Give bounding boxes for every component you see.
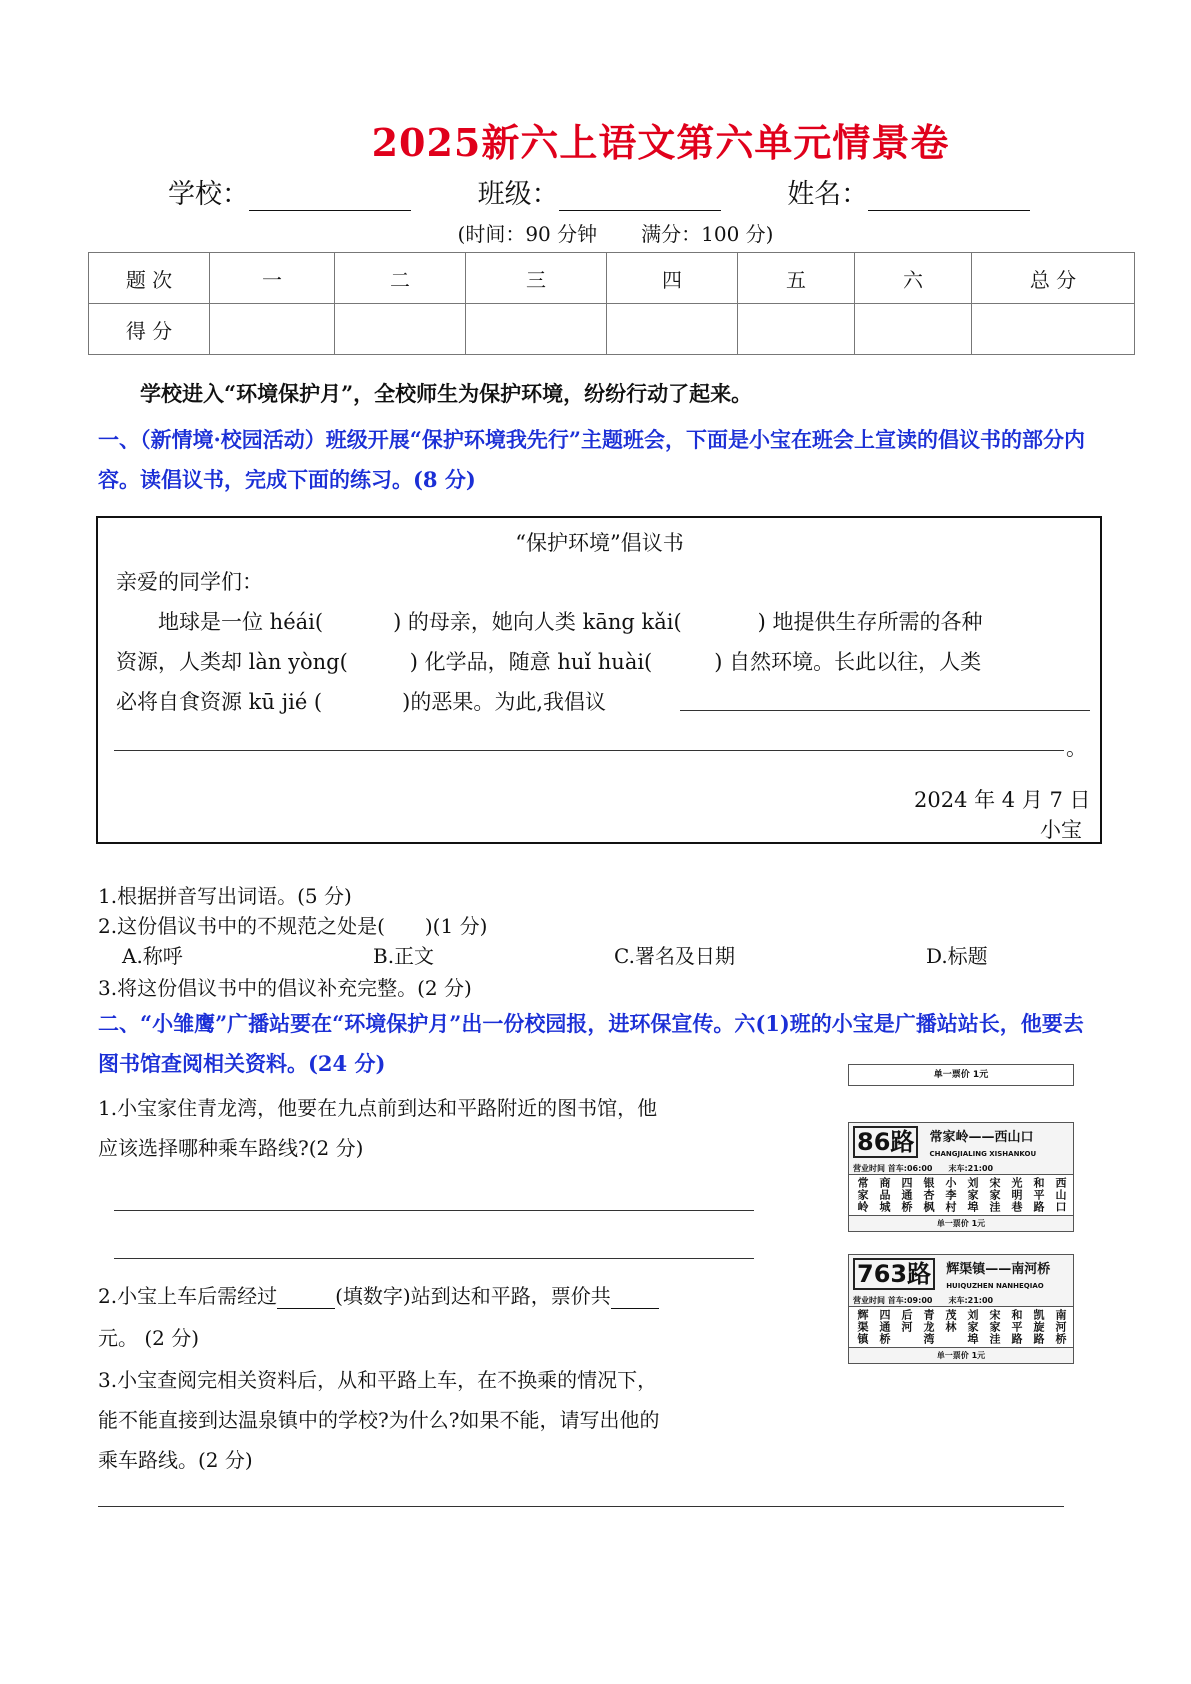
q1-sub-1: 1.根据拼音写出词语。(5 分) (98, 884, 352, 908)
route-86-ends: 常家岭——西山口 (929, 1130, 1034, 1145)
route-763-stop: 青龙湾 (922, 1309, 935, 1345)
q2-sub-3-line-a: 3.小宝查阅完相关资料后，从和平路上车，在不换乘的情况下， (98, 1368, 658, 1392)
route-86-stop: 商品城 (878, 1177, 891, 1213)
option-c[interactable]: C.署名及日期 (614, 944, 735, 968)
score-header-cell: 总 分 (972, 253, 1135, 304)
letter-text: ) 化学品，随意 huǐ huài( (409, 650, 653, 674)
scenario-intro: 学校进入“环境保护月”，全校师生为保护环境，纷纷行动了起来。 (140, 381, 753, 406)
score-header-cell: 三 (466, 253, 607, 304)
route-763-ends-wrap (946, 1258, 1050, 1292)
letter-text: ) 的母亲，她向人类 kāng kǎi( (393, 610, 682, 634)
question-1-heading: 一、（新情境·校园活动）班级开展“保护环境我先行”主题班会，下面是小宝在班会上宣读的倡议书的部分内容。读倡议书，完成下面的练习。(8 分) (98, 427, 1085, 492)
bus-route-86-board (848, 1122, 1074, 1232)
proposal-blank-line-1[interactable] (680, 710, 1090, 711)
route-763-fare: 单一票价 1元 (936, 1351, 986, 1360)
letter-title: “保护环境”倡议书 (515, 531, 684, 555)
q1-sub-3: 3.将这份倡议书中的倡议补充完整。(2 分) (98, 976, 472, 1000)
route-763-number: 763路 (853, 1258, 935, 1290)
route-763-stop: 后河 (900, 1309, 913, 1333)
score-cell[interactable] (466, 304, 607, 355)
letter-text: 资源，人类却 làn yòng( (116, 650, 348, 674)
route-86-hours: 营业时间 首车:06:00 末车:21:00 (853, 1164, 994, 1173)
score-header-cell: 五 (738, 253, 855, 304)
proposal-blank-line-2[interactable] (114, 750, 1064, 751)
route-763-stops (849, 1306, 1073, 1348)
route-763-ends-pinyin: HUIQUZHEN NANHEQIAO (946, 1282, 1044, 1290)
q2-answer-line-2[interactable] (114, 1258, 754, 1259)
score-header-cell: 六 (855, 253, 972, 304)
exam-full-score: 满分：100 分) (641, 222, 774, 246)
score-table (88, 252, 1135, 355)
route-86-stop: 宋家洼 (988, 1177, 1001, 1213)
letter-end-mark: 。 (1066, 736, 1087, 760)
page-title: 2025新六上语文第六单元情景卷 (371, 120, 950, 165)
fare-strip-top: 单一票价 1元 (848, 1064, 1074, 1086)
score-header-cell: 四 (607, 253, 738, 304)
fare-blank[interactable] (611, 1288, 659, 1309)
q2-answer-line-1[interactable] (114, 1210, 754, 1211)
q2-sub-3-line-b: 能不能直接到达温泉镇中的学校?为什么?如果不能，请写出他的 (98, 1408, 660, 1432)
route-86-stop: 刘家埠 (966, 1177, 979, 1213)
q2-sub-3-line-c: 乘车路线。(2 分) (98, 1448, 253, 1472)
letter-text: 地球是一位 héái( (158, 610, 324, 634)
option-a[interactable]: A.称呼 (122, 944, 183, 968)
letter-text: )的恶果。为此,我倡议 (402, 690, 606, 714)
q1-sub-2: 2.这份倡议书中的不规范之处是( )(1 分) (98, 914, 488, 938)
question-2-heading: 二、“小雏鹰”广播站要在“环境保护月”出一份校园报，进环保宣传。六(1)班的小宝是广播站站长，他要去图书馆查阅相关资料。(24 分) (98, 1011, 1084, 1076)
route-763-stop: 凯旋路 (1032, 1309, 1045, 1345)
route-86-stop: 和平路 (1032, 1177, 1045, 1213)
route-86-stop: 西山口 (1054, 1177, 1067, 1213)
letter-text: ) 自然环境。长此以往，人类 (714, 650, 982, 674)
school-label: 学校： (168, 179, 249, 210)
route-86-stop: 光明巷 (1010, 1177, 1023, 1213)
q2-sub-2-text: 2.小宝上车后需经过 (98, 1284, 278, 1308)
score-table-header-row (89, 253, 1135, 304)
score-cell[interactable] (210, 304, 335, 355)
student-info-row (168, 172, 1030, 211)
q2-sub-2-text: (填数字)站到达和平路，票价共 (335, 1284, 611, 1308)
class-field[interactable] (559, 184, 721, 211)
score-header-cell: 二 (335, 253, 466, 304)
bus-route-763-board (848, 1254, 1074, 1364)
score-header-cell: 题 次 (89, 253, 210, 304)
option-d[interactable]: D.标题 (926, 944, 988, 968)
route-763-stop: 刘家埠 (966, 1309, 979, 1345)
school-field[interactable] (249, 184, 411, 211)
q2-sub-1-line-b: 应该选择哪种乘车路线?(2 分) (98, 1136, 364, 1160)
route-763-stop: 南河桥 (1054, 1309, 1067, 1345)
q2-sub-2 (98, 1280, 659, 1309)
score-table-score-row (89, 304, 1135, 355)
letter-line-3 (116, 686, 606, 716)
name-label: 姓名： (787, 179, 869, 210)
route-763-stop: 辉渠镇 (856, 1309, 869, 1345)
score-cell[interactable] (972, 304, 1135, 355)
exam-time-info (0, 218, 1191, 247)
stop-count-blank[interactable] (277, 1288, 335, 1309)
score-cell[interactable] (738, 304, 855, 355)
route-86-fare: 单一票价 1元 (936, 1219, 986, 1228)
exam-duration: (时间：90 分钟 (457, 222, 598, 246)
route-86-ends-wrap (930, 1126, 1037, 1160)
route-763-stop: 宋家洼 (988, 1309, 1001, 1345)
option-b[interactable]: B.正文 (373, 944, 435, 968)
score-row-label: 得 分 (89, 304, 210, 355)
route-86-stop: 小李村 (944, 1177, 957, 1213)
score-cell[interactable] (855, 304, 972, 355)
letter-text: 必将自食资源 kū jié ( (116, 690, 323, 714)
q2-answer-line-3[interactable] (98, 1506, 1064, 1507)
route-763-ends: 辉渠镇——南河桥 (946, 1262, 1051, 1277)
route-763-stop: 和平路 (1010, 1309, 1023, 1345)
class-label: 班级： (477, 179, 559, 210)
route-763-hours: 营业时间 首车:09:00 末车:21:00 (853, 1296, 994, 1305)
route-763-stop: 茂林 (944, 1309, 957, 1333)
route-763-stop: 四通桥 (878, 1309, 891, 1345)
score-cell[interactable] (607, 304, 738, 355)
letter-line-2 (116, 646, 981, 676)
route-86-ends-pinyin: CHANGJIALING XISHANKOU (929, 1150, 1037, 1158)
route-86-stop: 常家岭 (856, 1177, 869, 1213)
letter-salutation: 亲爱的同学们： (116, 570, 263, 594)
letter-date: 2024 年 4 月 7 日 (914, 788, 1091, 812)
score-header-cell: 一 (210, 253, 335, 304)
q2-sub-1-line-a: 1.小宝家住青龙湾，他要在九点前到达和平路附近的图书馆，他 (98, 1096, 658, 1120)
q2-sub-2-tail: 元。 (2 分) (98, 1326, 200, 1350)
route-86-stop: 四通桥 (900, 1177, 913, 1213)
route-86-number: 86路 (853, 1126, 918, 1158)
name-field[interactable] (868, 184, 1030, 211)
score-cell[interactable] (335, 304, 466, 355)
route-86-stop: 银杏枫 (922, 1177, 935, 1213)
route-86-stops (849, 1174, 1073, 1216)
letter-line-1 (158, 606, 983, 636)
letter-text: ) 地提供生存所需的各种 (757, 610, 983, 634)
letter-signer: 小宝 (1040, 818, 1082, 842)
